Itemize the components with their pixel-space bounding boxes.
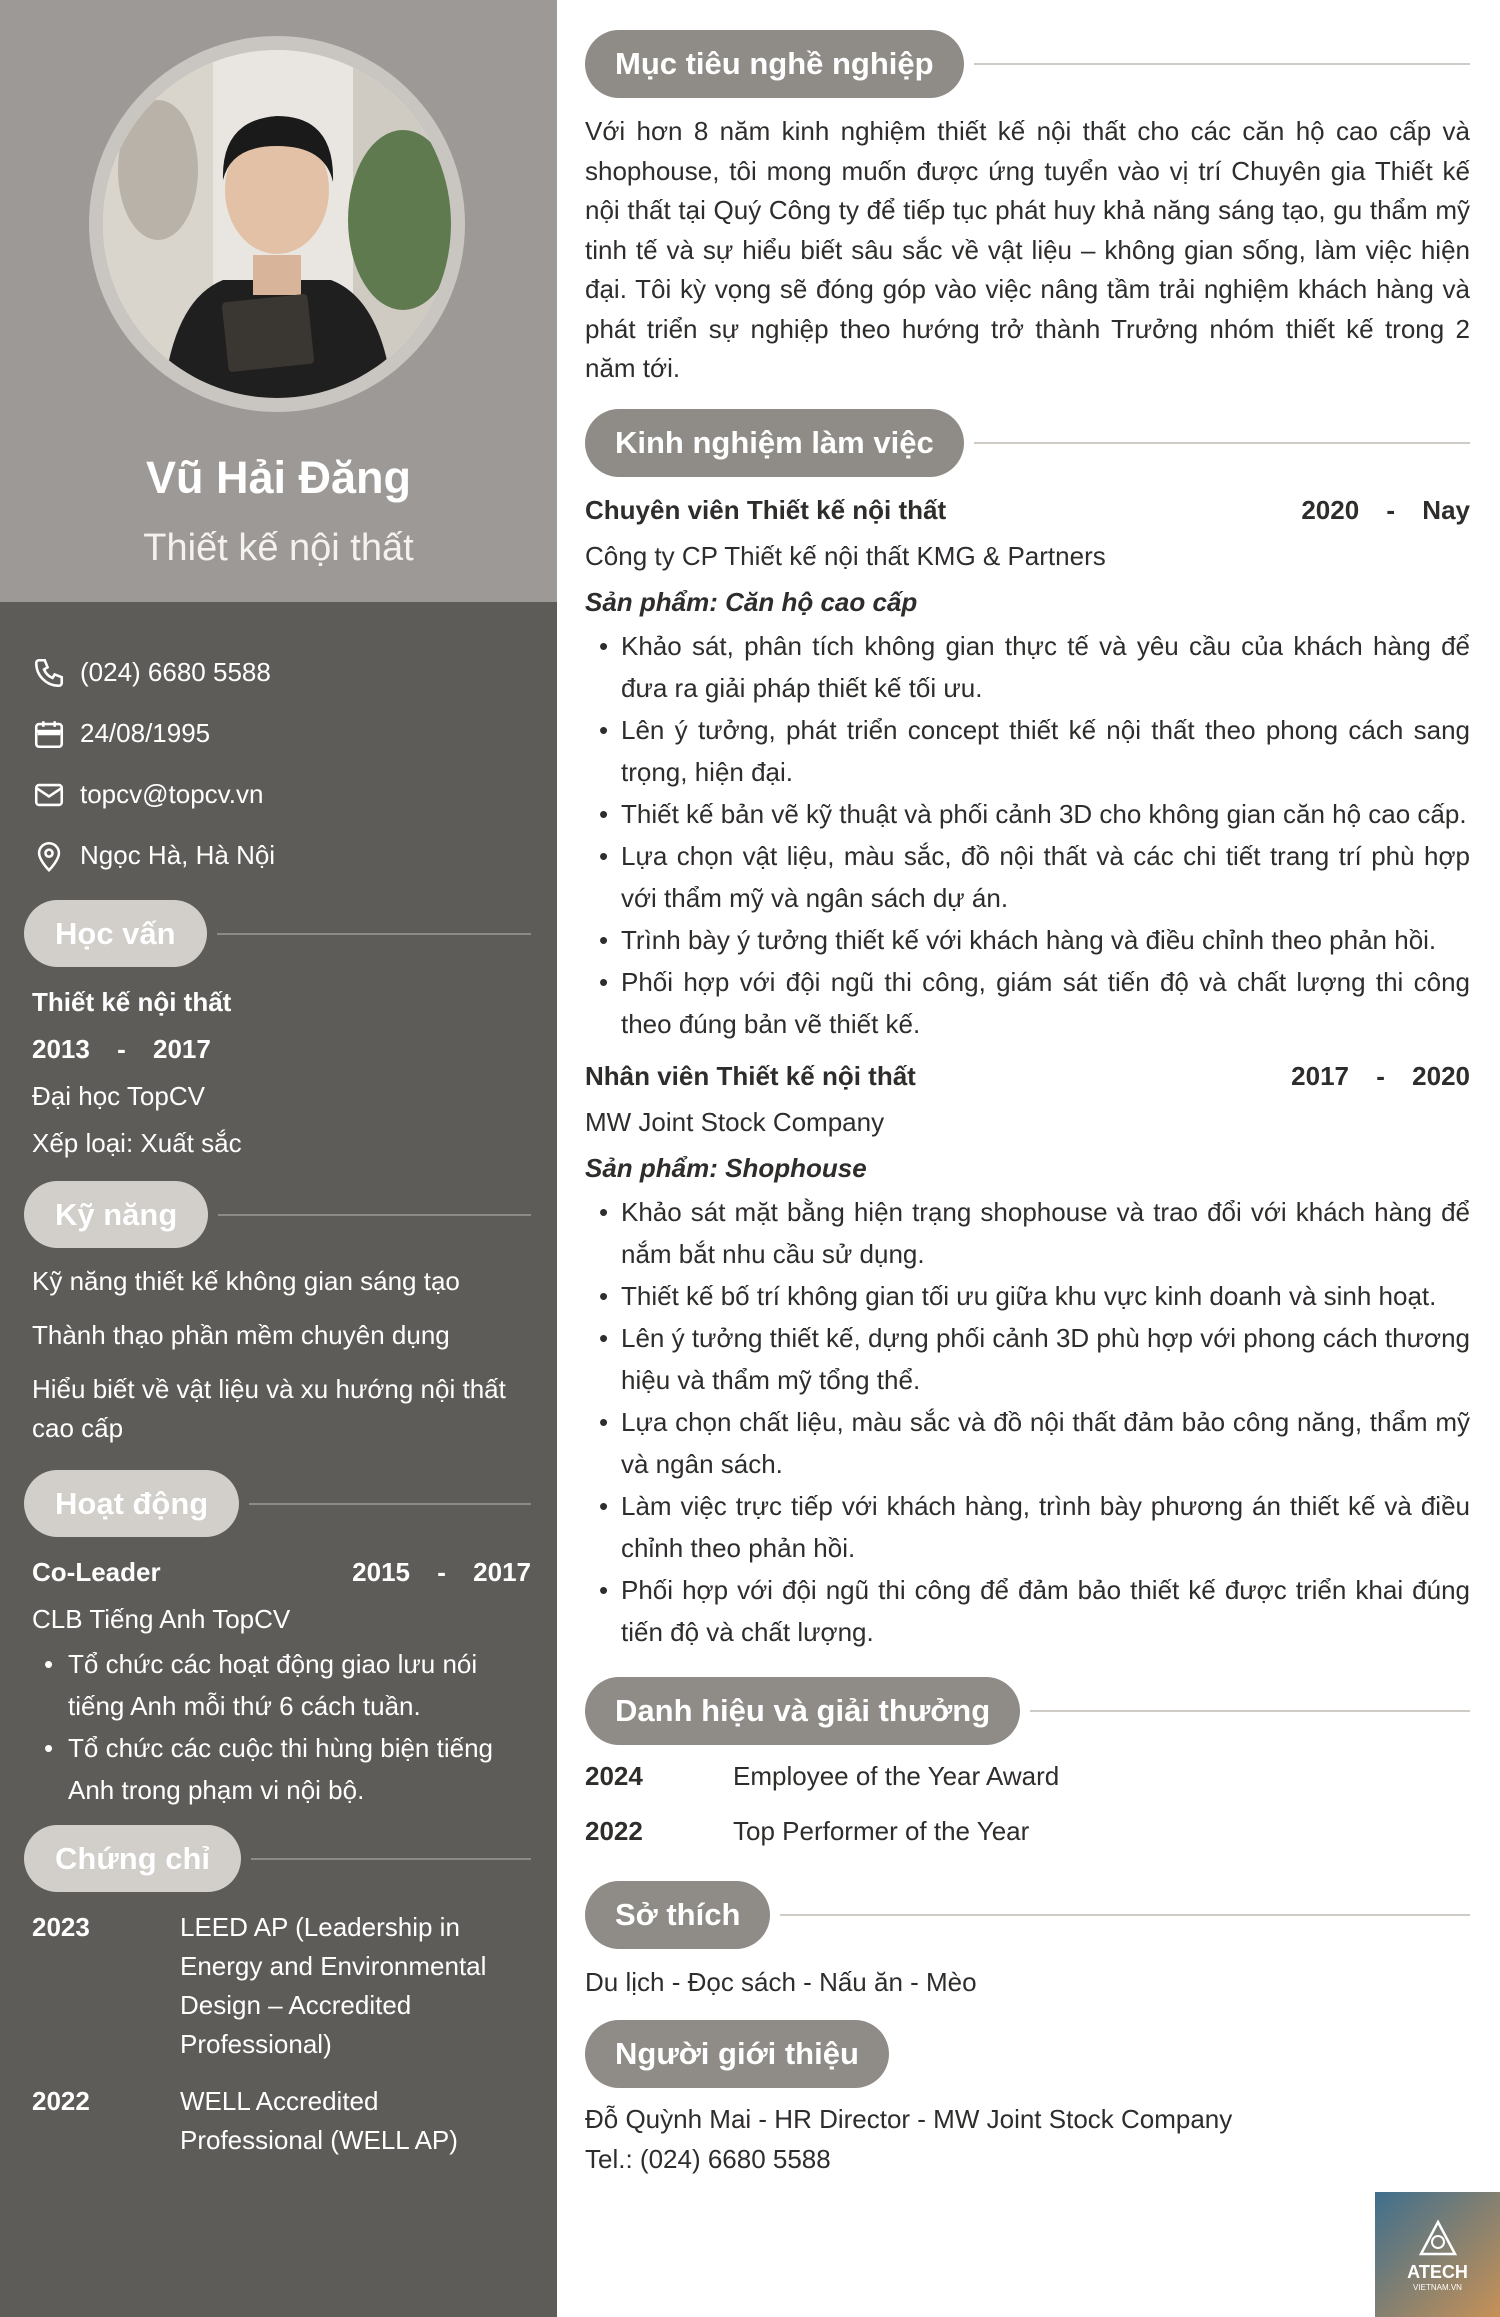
awards-header bbox=[585, 1677, 1470, 1745]
location-pin-icon bbox=[32, 839, 66, 873]
job-years bbox=[1291, 1053, 1470, 1099]
list-item: • Khảo sát, phân tích không gian thực tế và yêu cầu của khách hàng để đưa ra giải pháp thiết kế tối ưu. bbox=[599, 625, 1470, 709]
education-years bbox=[32, 1026, 531, 1073]
activities-title: Hoạt động bbox=[24, 1470, 239, 1537]
skill-item: Kỹ năng thiết kế không gian sáng tạo bbox=[32, 1266, 460, 1296]
job-company: Công ty CP Thiết kế nội thất KMG & Partners bbox=[585, 540, 1106, 571]
year-separator: - bbox=[437, 1557, 446, 1587]
job-end: 2020 bbox=[1412, 1060, 1470, 1091]
skills-section bbox=[0, 1181, 557, 1448]
awards-section bbox=[585, 1677, 1470, 1859]
reference-line1: Đỗ Quỳnh Mai - HR Director - MW Joint Stock Company bbox=[585, 2104, 1233, 2134]
job-position: Chuyên viên Thiết kế nội thất bbox=[585, 494, 947, 525]
contact-email bbox=[32, 764, 525, 825]
activity-start: 2015 bbox=[352, 1557, 411, 1587]
activity-end: 2017 bbox=[473, 1557, 531, 1587]
logo-icon bbox=[1415, 2218, 1461, 2258]
certificates-header bbox=[24, 1825, 531, 1892]
job-head bbox=[585, 1053, 1470, 1099]
candidate-role: Thiết kế nội thất bbox=[143, 527, 414, 569]
avatar-photo bbox=[103, 50, 451, 398]
hobbies-title: Sở thích bbox=[585, 1881, 770, 1949]
contact-phone bbox=[32, 642, 525, 703]
activity-bullets bbox=[32, 1643, 531, 1811]
job-bullets bbox=[585, 1191, 1470, 1653]
logo-subtext: VIETNAM.VN bbox=[1413, 2282, 1462, 2292]
education-grade: Xếp loại: Xuất sắc bbox=[32, 1128, 242, 1158]
year-separator: - bbox=[1386, 494, 1396, 525]
activity-years bbox=[352, 1549, 531, 1596]
list-item: • Phối hợp với đội ngũ thi công, giám sát tiến độ và chất lượng thi công theo đúng bản vẽ thiết kế. bbox=[599, 961, 1470, 1045]
reference-line2: Tel.: (024) 6680 5588 bbox=[585, 2143, 831, 2174]
phone-text: (024) 6680 5588 bbox=[80, 657, 271, 687]
list-item: • Thiết kế bố trí không gian tối ưu giữa khu vực kinh doanh và sinh hoạt. bbox=[599, 1275, 1470, 1317]
hobbies-section bbox=[585, 1881, 1470, 2003]
divider bbox=[974, 63, 1470, 65]
award-name: Employee of the Year Award bbox=[733, 1760, 1060, 1791]
certificate-year: 2022 bbox=[32, 2086, 90, 2116]
list-item: • Tổ chức các hoạt động giao lưu nói tiếng Anh mỗi thứ 6 cách tuần. bbox=[44, 1643, 531, 1727]
education-school: Đại học TopCV bbox=[32, 1081, 205, 1111]
divider bbox=[249, 1503, 531, 1505]
list-item: • Trình bày ý tưởng thiết kế với khách hàng và điều chỉnh theo phản hồi. bbox=[599, 919, 1470, 961]
activities-section bbox=[0, 1470, 557, 1811]
award-year: 2022 bbox=[585, 1815, 643, 1846]
award-name: Top Performer of the Year bbox=[733, 1815, 1030, 1846]
list-item: • Lên ý tưởng thiết kế, dựng phối cảnh 3D phù hợp với phong cách thương hiệu và thẩm mỹ tổng thể. bbox=[599, 1317, 1470, 1401]
skill-item: Thành thạo phần mềm chuyên dụng bbox=[32, 1320, 450, 1350]
list-item: • Lựa chọn chất liệu, màu sắc và đồ nội thất đảm bảo công năng, thẩm mỹ và ngân sách. bbox=[599, 1401, 1470, 1485]
mail-icon bbox=[32, 778, 66, 812]
job-product: Sản phẩm: Shophouse bbox=[585, 1152, 867, 1183]
avatar bbox=[103, 50, 451, 398]
profile-header bbox=[0, 0, 557, 602]
divider bbox=[780, 1914, 1470, 1916]
divider bbox=[217, 933, 531, 935]
activities-header bbox=[24, 1470, 531, 1537]
job-entry bbox=[585, 1053, 1470, 1653]
objective-section bbox=[585, 30, 1470, 389]
year-separator: - bbox=[117, 1034, 126, 1064]
year-separator: - bbox=[1376, 1060, 1385, 1091]
activity-position: Co-Leader bbox=[32, 1557, 161, 1587]
reference-section bbox=[585, 2020, 1470, 2179]
certificates-title: Chứng chỉ bbox=[24, 1825, 241, 1892]
calendar-icon bbox=[32, 717, 66, 751]
education-major: Thiết kế nội thất bbox=[32, 987, 232, 1017]
job-head bbox=[585, 487, 1470, 533]
objective-header bbox=[585, 30, 1470, 98]
skill-item: Hiểu biết về vật liệu và xu hướng nội thất cao cấp bbox=[32, 1374, 506, 1443]
certificate-row bbox=[32, 2082, 531, 2160]
experience-section bbox=[585, 409, 1470, 1653]
list-item: • Phối hợp với đội ngũ thi công để đảm bảo thiết kế được triển khai đúng tiến độ và chất lượng. bbox=[599, 1569, 1470, 1653]
experience-title: Kinh nghiệm làm việc bbox=[585, 409, 964, 477]
reference-header bbox=[585, 2020, 1470, 2088]
skills-title: Kỹ năng bbox=[24, 1181, 208, 1248]
list-item: • Lựa chọn vật liệu, màu sắc, đồ nội thất và các chi tiết trang trí phù hợp với thẩm mỹ và ngân sách dự án. bbox=[599, 835, 1470, 919]
award-row bbox=[585, 1804, 1470, 1859]
address-text: Ngọc Hà, Hà Nội bbox=[80, 840, 276, 870]
job-start: 2020 bbox=[1301, 494, 1360, 525]
list-item: • Thiết kế bản vẽ kỹ thuật và phối cảnh 3D cho không gian căn hộ cao cấp. bbox=[599, 793, 1470, 835]
award-year: 2024 bbox=[585, 1760, 643, 1791]
hobbies-text: Du lịch - Đọc sách - Nấu ăn - Mèo bbox=[585, 1966, 977, 1997]
job-end: Nay bbox=[1422, 494, 1470, 525]
job-start: 2017 bbox=[1291, 1060, 1350, 1091]
list-item: • Tổ chức các cuộc thi hùng biện tiếng Anh trong phạm vi nội bộ. bbox=[44, 1727, 531, 1811]
list-item: • Làm việc trực tiếp với khách hàng, trình bày phương án thiết kế và điều chỉnh theo phản hồi. bbox=[599, 1485, 1470, 1569]
certificate-name: LEED AP (Leadership in Energy and Environmental Design – Accredited Professional) bbox=[180, 1912, 487, 2059]
email-text: topcv@topcv.vn bbox=[80, 779, 264, 809]
logo-text: ATECH bbox=[1407, 2261, 1468, 2282]
certificate-row bbox=[32, 1908, 531, 2064]
reference-title: Người giới thiệu bbox=[585, 2020, 889, 2088]
main-content bbox=[557, 0, 1500, 2317]
candidate-name: Vũ Hải Đăng bbox=[145, 452, 412, 503]
list-item: • Khảo sát mặt bằng hiện trạng shophouse và trao đổi với khách hàng để nắm bắt nhu cầu sử dụng. bbox=[599, 1191, 1470, 1275]
experience-header bbox=[585, 409, 1470, 477]
award-row bbox=[585, 1749, 1470, 1804]
birthday-text: 24/08/1995 bbox=[80, 718, 211, 748]
education-title: Học vấn bbox=[24, 900, 207, 967]
job-product: Sản phẩm: Căn hộ cao cấp bbox=[585, 586, 918, 617]
activity-org: CLB Tiếng Anh TopCV bbox=[32, 1604, 291, 1634]
divider bbox=[1030, 1710, 1470, 1712]
job-years bbox=[1301, 487, 1470, 533]
phone-icon bbox=[32, 656, 66, 690]
job-bullets bbox=[585, 625, 1470, 1045]
divider bbox=[899, 2053, 1470, 2055]
education-header bbox=[24, 900, 531, 967]
contact-list bbox=[0, 602, 557, 886]
hobbies-header bbox=[585, 1881, 1470, 1949]
divider bbox=[218, 1214, 531, 1216]
list-item: • Lên ý tưởng, phát triển concept thiết kế nội thất theo phong cách sang trọng, hiện đại. bbox=[599, 709, 1470, 793]
divider bbox=[251, 1858, 531, 1860]
job-entry bbox=[585, 487, 1470, 1045]
contact-address bbox=[32, 825, 525, 886]
certificate-name: WELL Accredited Professional (WELL AP) bbox=[180, 2086, 458, 2155]
awards-title: Danh hiệu và giải thưởng bbox=[585, 1677, 1020, 1745]
job-company: MW Joint Stock Company bbox=[585, 1106, 885, 1137]
certificate-year: 2023 bbox=[32, 1912, 90, 1942]
atech-logo bbox=[1375, 2192, 1500, 2317]
skills-header bbox=[24, 1181, 531, 1248]
certificates-section bbox=[0, 1825, 557, 2160]
sidebar bbox=[0, 0, 557, 2317]
job-position: Nhân viên Thiết kế nội thất bbox=[585, 1060, 916, 1091]
education-section bbox=[0, 900, 557, 1167]
activity-head bbox=[32, 1549, 531, 1596]
avatar-ring bbox=[89, 36, 465, 412]
contact-birthday bbox=[32, 703, 525, 764]
divider bbox=[974, 442, 1470, 444]
education-end: 2017 bbox=[152, 1034, 211, 1064]
objective-text: Với hơn 8 năm kinh nghiệm thiết kế nội thất cho các căn hộ cao cấp và shophouse, tôi mong muốn được ứng tuyển vào vị trí Chuyên gia Thiết kế nội thất tại Quý Công ty để tiếp tục phát huy khả năng sáng tạo, gu thẩm mỹ tinh tế và sự hiểu biết sâu sắc về vật liệu – không gian sống, làm việc hiện đại. Tôi kỳ vọng sẽ đóng góp vào việc nâng tầm trải nghiệm khách hàng và phát triển sự nghiệp theo hướng trở thành Trưởng nhóm thiết kế trong 2 năm tới. bbox=[585, 116, 1470, 383]
education-start: 2013 bbox=[32, 1034, 90, 1064]
objective-title: Mục tiêu nghề nghiệp bbox=[585, 30, 964, 98]
